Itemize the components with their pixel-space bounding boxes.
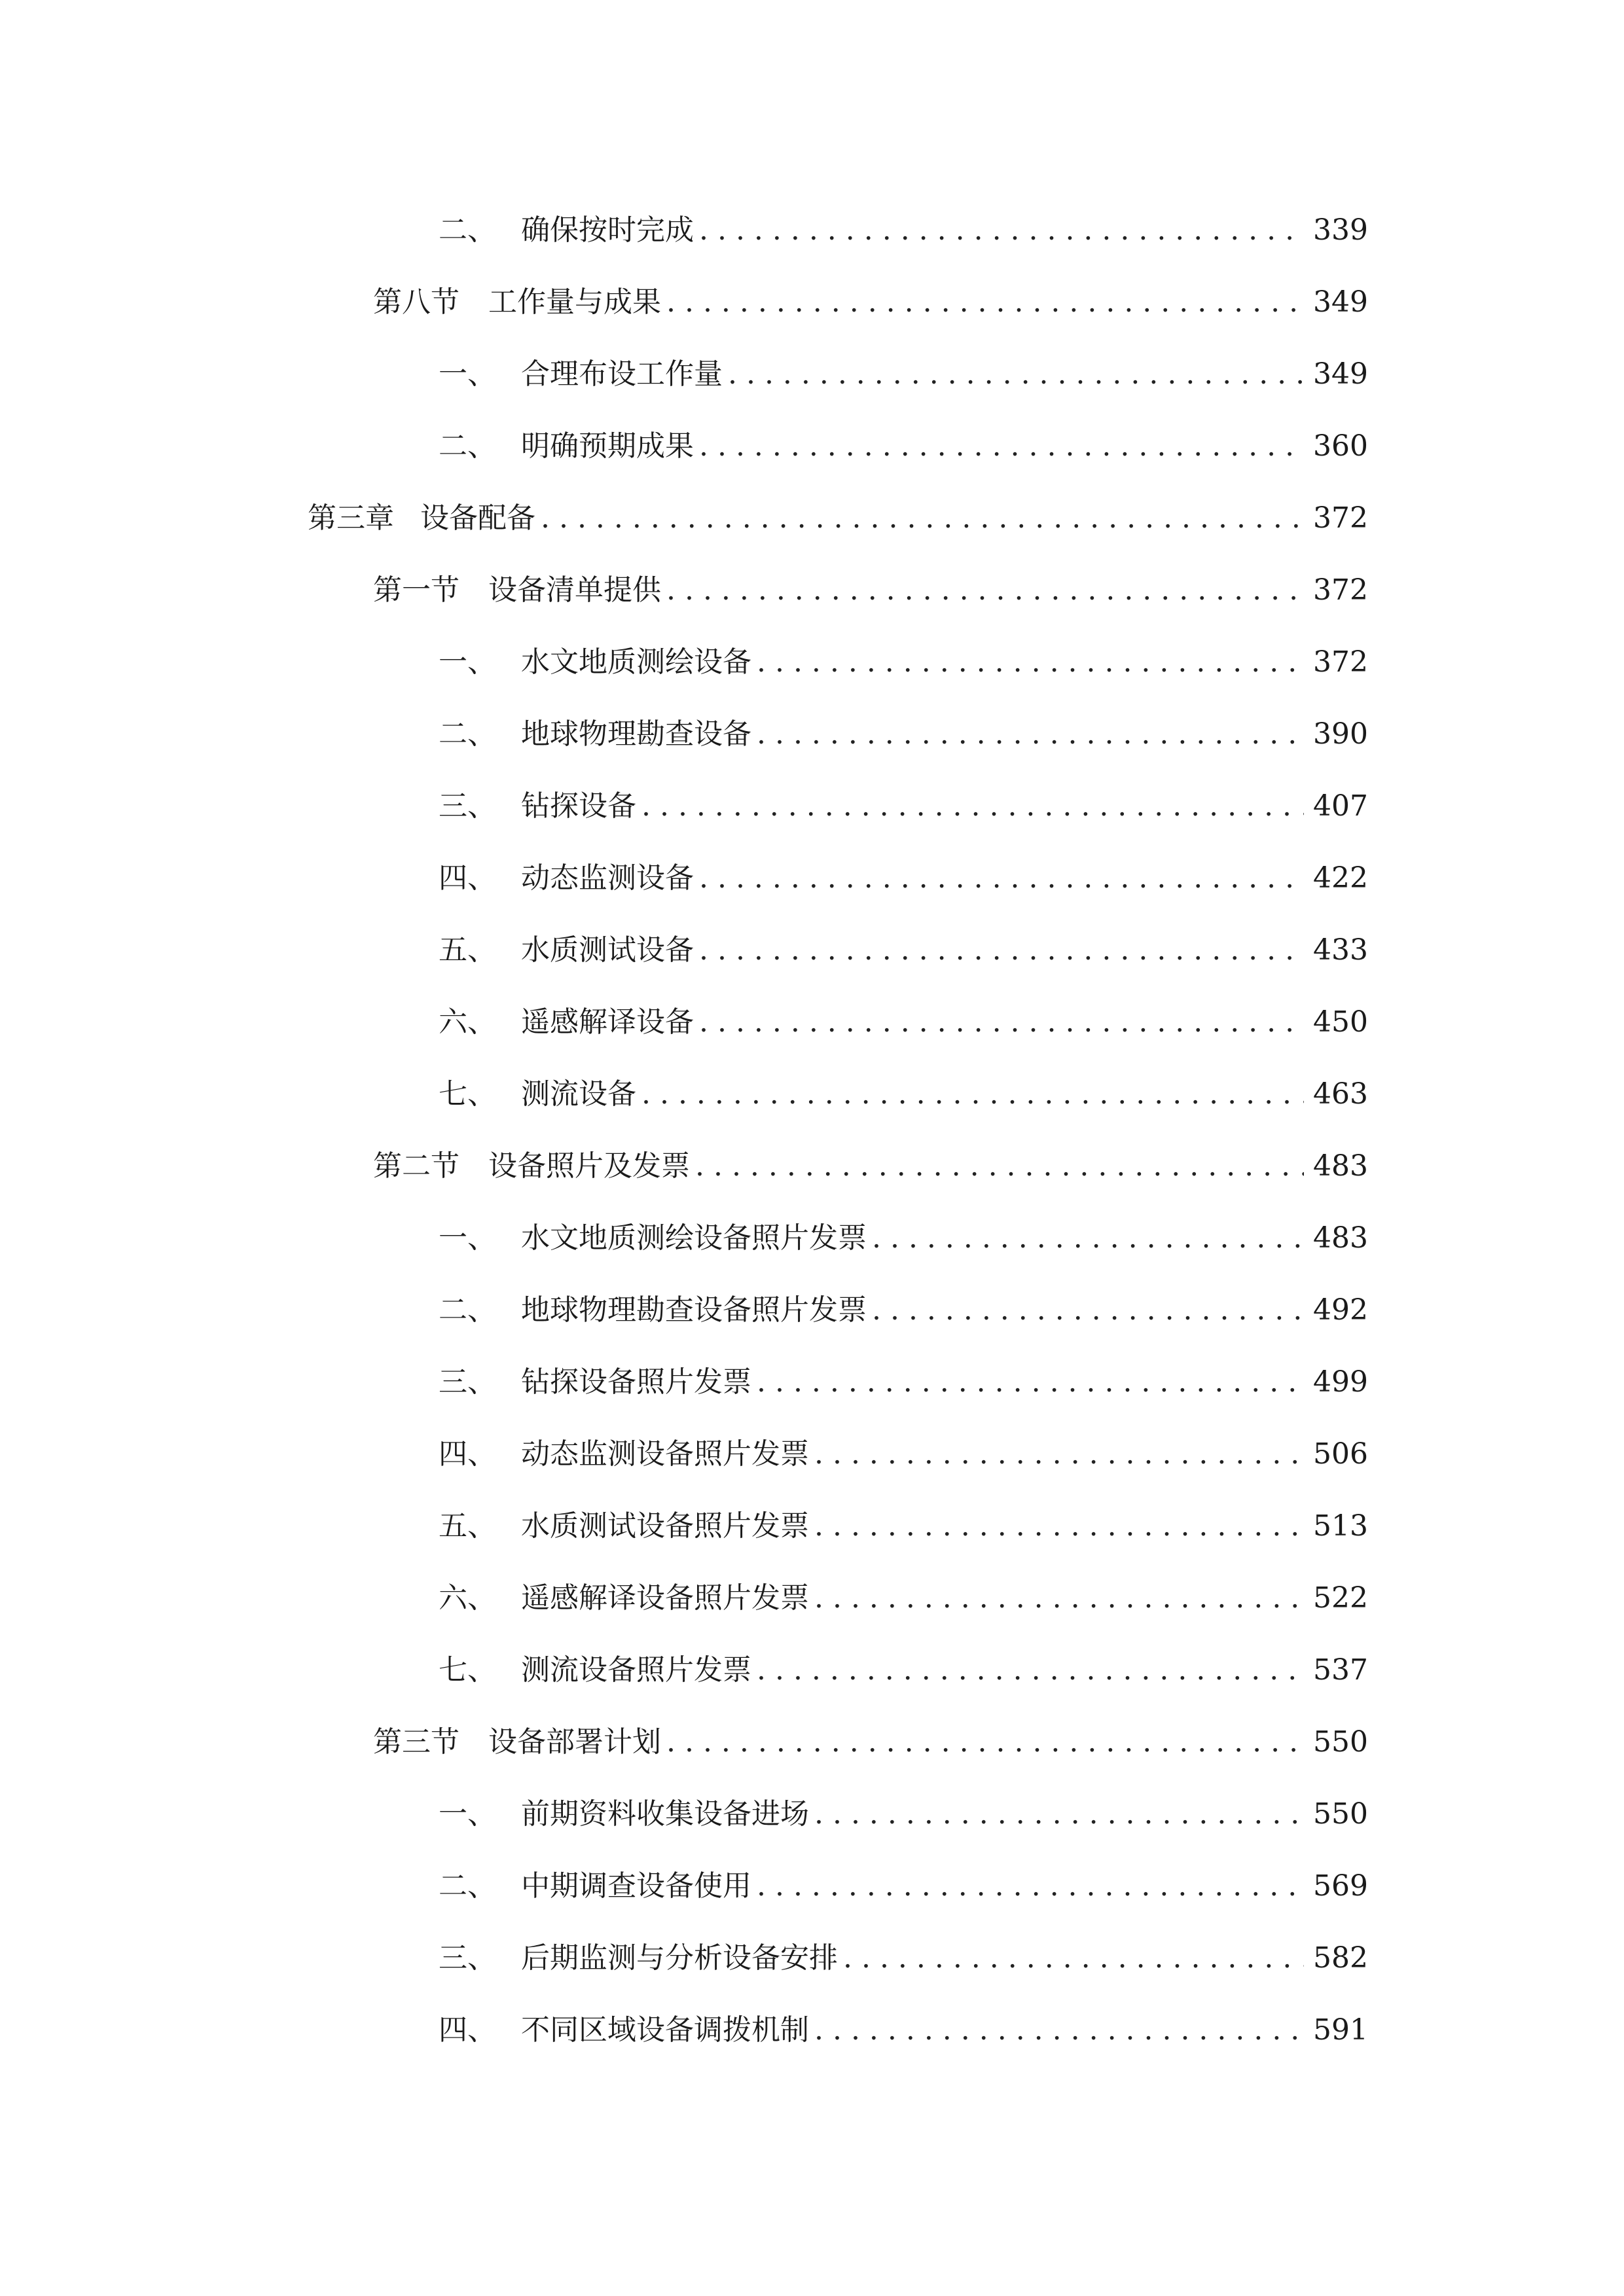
dot-leader — [666, 1716, 1304, 1768]
toc-entry-page: 463 — [1313, 1077, 1368, 1111]
toc-entry[interactable] — [373, 1716, 1368, 1768]
toc-entry-title: 中期调查设备使用 — [521, 1869, 751, 1903]
toc-entry-title: 设备配备 — [420, 501, 535, 535]
toc-entry-page: 433 — [1313, 933, 1368, 967]
toc-entry-number: 六、 — [439, 1581, 496, 1615]
toc-entry-title: 测流设备 — [521, 1077, 636, 1111]
dot-leader — [814, 2004, 1304, 2056]
toc-entry-title: 钻探设备 — [521, 789, 636, 823]
toc-entry-page: 492 — [1313, 1293, 1368, 1327]
toc-entry-page: 522 — [1313, 1581, 1368, 1615]
toc-entry-page: 483 — [1313, 1149, 1368, 1183]
dot-leader — [843, 1932, 1304, 1984]
toc-entry-page: 537 — [1313, 1653, 1368, 1687]
dot-leader — [699, 996, 1304, 1049]
toc-entry[interactable] — [439, 348, 1368, 401]
toc-entry-page: 506 — [1313, 1437, 1368, 1471]
toc-entry-number: 四、 — [439, 2013, 496, 2047]
toc-entry-title: 设备清单提供 — [488, 573, 661, 607]
toc-entry-number: 五、 — [439, 933, 496, 967]
dot-leader — [872, 1284, 1304, 1336]
toc-entry-page: 450 — [1313, 1005, 1368, 1039]
toc-entry-page: 407 — [1313, 789, 1368, 823]
toc-entry-number: 一、 — [439, 645, 496, 679]
toc-entry-page: 499 — [1313, 1365, 1368, 1399]
dot-leader — [814, 1428, 1304, 1480]
toc-entry-number: 一、 — [439, 1221, 496, 1255]
toc-entry-page: 591 — [1313, 2013, 1368, 2047]
toc-entry-title: 动态监测设备 — [521, 861, 694, 895]
toc-entry-number: 七、 — [439, 1653, 496, 1687]
toc-entry-title: 后期监测与分析设备安排 — [521, 1941, 838, 1975]
toc-entry-title: 测流设备照片发票 — [521, 1653, 751, 1687]
toc-entry[interactable] — [439, 1068, 1368, 1121]
dot-leader — [757, 708, 1304, 761]
toc-entry[interactable] — [439, 1428, 1368, 1480]
toc-entry-title: 地球物理勘查设备照片发票 — [521, 1293, 867, 1327]
dot-leader — [541, 492, 1304, 545]
toc-entry[interactable] — [439, 2004, 1368, 2056]
toc-entry-page: 483 — [1313, 1221, 1368, 1255]
toc-entry-number: 三、 — [439, 789, 496, 823]
dot-leader — [814, 1788, 1304, 1840]
toc-entry-number: 二、 — [439, 213, 496, 247]
toc-entry[interactable] — [439, 1356, 1368, 1408]
dot-leader — [666, 276, 1304, 329]
toc-entry-number: 二、 — [439, 1869, 496, 1903]
toc-entry-title: 确保按时完成 — [521, 213, 694, 247]
toc-entry-number: 六、 — [439, 1005, 496, 1039]
toc-entry-title: 不同区域设备调拨机制 — [521, 2013, 809, 2047]
toc-entry-page: 349 — [1313, 285, 1368, 319]
toc-entry[interactable] — [439, 1932, 1368, 1984]
dot-leader — [757, 1860, 1304, 1912]
toc-entry[interactable] — [439, 996, 1368, 1049]
dot-leader — [695, 1140, 1304, 1193]
toc-entry[interactable] — [439, 204, 1368, 257]
toc-entry[interactable] — [308, 492, 1368, 545]
dot-leader — [872, 1212, 1304, 1265]
toc-entry[interactable] — [439, 1860, 1368, 1912]
toc-entry-page: 372 — [1313, 573, 1368, 607]
toc-entry-number: 三、 — [439, 1365, 496, 1399]
toc-entry[interactable] — [439, 1212, 1368, 1265]
dot-leader — [757, 1644, 1304, 1696]
toc-entry[interactable] — [373, 276, 1368, 329]
toc-entry-page: 550 — [1313, 1797, 1368, 1831]
toc-entry-title: 水文地质测绘设备 — [521, 645, 751, 679]
toc-entry[interactable] — [439, 420, 1368, 473]
toc-entry-page: 550 — [1313, 1725, 1368, 1759]
toc-entry[interactable] — [439, 636, 1368, 689]
toc-entry-page: 372 — [1313, 501, 1368, 535]
toc-entry-title: 动态监测设备照片发票 — [521, 1437, 809, 1471]
toc-entry[interactable] — [439, 780, 1368, 833]
toc-entry-page: 390 — [1313, 717, 1368, 751]
toc-entry-title: 水质测试设备照片发票 — [521, 1509, 809, 1543]
toc-entry-number: 二、 — [439, 717, 496, 751]
dot-leader — [814, 1500, 1304, 1552]
toc-entry-number: 一、 — [439, 357, 496, 391]
toc-entry-number: 二、 — [439, 429, 496, 463]
dot-leader — [814, 1572, 1304, 1624]
toc-entry-number: 第八节 — [373, 285, 460, 319]
dot-leader — [641, 1068, 1304, 1121]
dot-leader — [699, 420, 1304, 473]
toc-entry-title: 前期资料收集设备进场 — [521, 1797, 809, 1831]
toc-entry-title: 遥感解译设备照片发票 — [521, 1581, 809, 1615]
toc-entry-title: 钻探设备照片发票 — [521, 1365, 751, 1399]
toc-entry[interactable] — [373, 564, 1368, 617]
toc-entry-page: 349 — [1313, 357, 1368, 391]
toc-entry-number: 第三章 — [308, 501, 394, 535]
toc-entry-title: 明确预期成果 — [521, 429, 694, 463]
toc-entry-number: 三、 — [439, 1941, 496, 1975]
toc-entry-number: 五、 — [439, 1509, 496, 1543]
toc-entry-number: 二、 — [439, 1293, 496, 1327]
toc-entry-title: 合理布设工作量 — [521, 357, 723, 391]
dot-leader — [641, 780, 1304, 833]
toc-entry[interactable] — [439, 1572, 1368, 1624]
toc-entry-page: 372 — [1313, 645, 1368, 679]
toc-entry-page: 422 — [1313, 861, 1368, 895]
toc-entry[interactable] — [439, 1788, 1368, 1840]
toc-entry-number: 一、 — [439, 1797, 496, 1831]
dot-leader — [666, 564, 1304, 617]
toc-entry-page: 339 — [1313, 213, 1368, 247]
dot-leader — [699, 924, 1304, 977]
toc-entry[interactable] — [439, 1284, 1368, 1336]
dot-leader — [699, 204, 1304, 257]
toc-entry-title: 水文地质测绘设备照片发票 — [521, 1221, 867, 1255]
toc-entry-number: 七、 — [439, 1077, 496, 1111]
toc-entry-page: 513 — [1313, 1509, 1368, 1543]
toc-entry-page: 582 — [1313, 1941, 1368, 1975]
toc-entry-number: 第一节 — [373, 573, 460, 607]
toc-entry[interactable] — [439, 924, 1368, 977]
toc-entry-title: 地球物理勘查设备 — [521, 717, 751, 751]
toc-entry-title: 设备照片及发票 — [488, 1149, 690, 1183]
toc-entry-title: 工作量与成果 — [488, 285, 661, 319]
toc-entry[interactable] — [439, 1644, 1368, 1696]
toc-entry-number: 四、 — [439, 1437, 496, 1471]
toc-entry-number: 第二节 — [373, 1149, 460, 1183]
toc-entry-title: 水质测试设备 — [521, 933, 694, 967]
dot-leader — [757, 1356, 1304, 1408]
toc-entry-page: 569 — [1313, 1869, 1368, 1903]
dot-leader — [757, 636, 1304, 689]
toc-entry-number: 第三节 — [373, 1725, 460, 1759]
toc-entry[interactable] — [439, 852, 1368, 905]
dot-leader — [728, 348, 1304, 401]
toc-entry[interactable] — [373, 1140, 1368, 1193]
toc-entry[interactable] — [439, 708, 1368, 761]
toc-entry[interactable] — [439, 1500, 1368, 1552]
toc-entry-page: 360 — [1313, 429, 1368, 463]
toc-entry-number: 四、 — [439, 861, 496, 895]
toc-entry-title: 设备部署计划 — [488, 1725, 661, 1759]
toc-entry-title: 遥感解译设备 — [521, 1005, 694, 1039]
dot-leader — [699, 852, 1304, 905]
